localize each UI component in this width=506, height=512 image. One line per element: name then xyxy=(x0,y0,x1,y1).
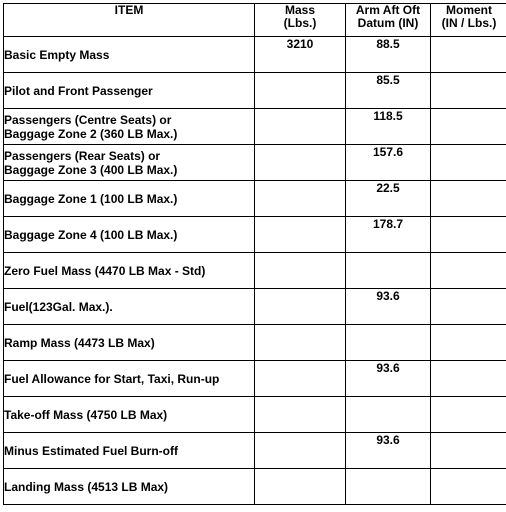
row-moment-cell xyxy=(431,37,506,73)
table-header-row xyxy=(4,4,506,37)
table-row xyxy=(4,397,506,433)
row-arm-cell xyxy=(346,397,431,433)
row-moment-cell xyxy=(431,325,506,361)
table-row xyxy=(4,37,506,73)
row-item-label: Ramp Mass (4473 LB Max) xyxy=(4,325,255,361)
row-arm-cell xyxy=(346,325,431,361)
row-arm-cell: 118.5 xyxy=(346,109,431,145)
row-item-label: Passengers (Centre Seats) or Baggage Zone 2 (360 LB Max.) xyxy=(4,109,255,145)
row-arm-cell: 85.5 xyxy=(346,73,431,109)
row-item-label: Fuel Allowance for Start, Taxi, Run-up xyxy=(4,361,255,397)
row-item-label: Minus Estimated Fuel Burn-off xyxy=(4,433,255,469)
row-arm-cell: 93.6 xyxy=(346,433,431,469)
row-moment-cell xyxy=(431,109,506,145)
row-moment-cell xyxy=(431,217,506,253)
row-mass-cell: 3210 xyxy=(255,37,346,73)
row-arm-cell: 88.5 xyxy=(346,37,431,73)
row-mass-cell xyxy=(255,433,346,469)
row-moment-cell xyxy=(431,289,506,325)
table-row xyxy=(4,109,506,145)
row-moment-cell xyxy=(431,253,506,289)
row-moment-cell xyxy=(431,469,506,505)
table-row xyxy=(4,469,506,505)
row-moment-cell xyxy=(431,397,506,433)
row-item-label: Pilot and Front Passenger xyxy=(4,73,255,109)
row-moment-cell xyxy=(431,181,506,217)
table-row xyxy=(4,181,506,217)
row-item-label: Fuel(123Gal. Max.). xyxy=(4,289,255,325)
row-arm-cell xyxy=(346,469,431,505)
header-mass: Mass (Lbs.) xyxy=(255,4,346,37)
table-row xyxy=(4,73,506,109)
row-arm-cell: 93.6 xyxy=(346,289,431,325)
header-arm: Arm Aft Oft Datum (IN) xyxy=(346,4,431,37)
row-moment-cell xyxy=(431,73,506,109)
table-row xyxy=(4,433,506,469)
row-item-label: Zero Fuel Mass (4470 LB Max - Std) xyxy=(4,253,255,289)
row-mass-cell xyxy=(255,109,346,145)
table-row xyxy=(4,325,506,361)
table-body xyxy=(4,37,506,505)
table-row xyxy=(4,253,506,289)
header-moment: Moment (IN / Lbs.) xyxy=(431,4,506,37)
row-mass-cell xyxy=(255,289,346,325)
row-mass-cell xyxy=(255,325,346,361)
table-row xyxy=(4,145,506,181)
row-mass-cell xyxy=(255,73,346,109)
row-item-label: Baggage Zone 4 (100 LB Max.) xyxy=(4,217,255,253)
row-item-label: Baggage Zone 1 (100 LB Max.) xyxy=(4,181,255,217)
row-mass-cell xyxy=(255,253,346,289)
row-arm-cell xyxy=(346,253,431,289)
weight-balance-table xyxy=(3,3,506,505)
row-arm-cell: 93.6 xyxy=(346,361,431,397)
row-mass-cell xyxy=(255,361,346,397)
table-row xyxy=(4,361,506,397)
row-item-label: Passengers (Rear Seats) or Baggage Zone 3 (400 LB Max.) xyxy=(4,145,255,181)
row-item-label: Landing Mass (4513 LB Max) xyxy=(4,469,255,505)
table-row xyxy=(4,217,506,253)
row-moment-cell xyxy=(431,361,506,397)
row-mass-cell xyxy=(255,217,346,253)
weight-balance-sheet xyxy=(3,3,506,505)
table-row xyxy=(4,289,506,325)
row-item-label: Basic Empty Mass xyxy=(4,37,255,73)
row-arm-cell: 178.7 xyxy=(346,217,431,253)
row-mass-cell xyxy=(255,181,346,217)
row-arm-cell: 157.6 xyxy=(346,145,431,181)
row-mass-cell xyxy=(255,397,346,433)
row-mass-cell xyxy=(255,145,346,181)
row-moment-cell xyxy=(431,145,506,181)
row-item-label: Take-off Mass (4750 LB Max) xyxy=(4,397,255,433)
header-item: ITEM xyxy=(4,4,255,37)
row-moment-cell xyxy=(431,433,506,469)
row-mass-cell xyxy=(255,469,346,505)
row-arm-cell: 22.5 xyxy=(346,181,431,217)
